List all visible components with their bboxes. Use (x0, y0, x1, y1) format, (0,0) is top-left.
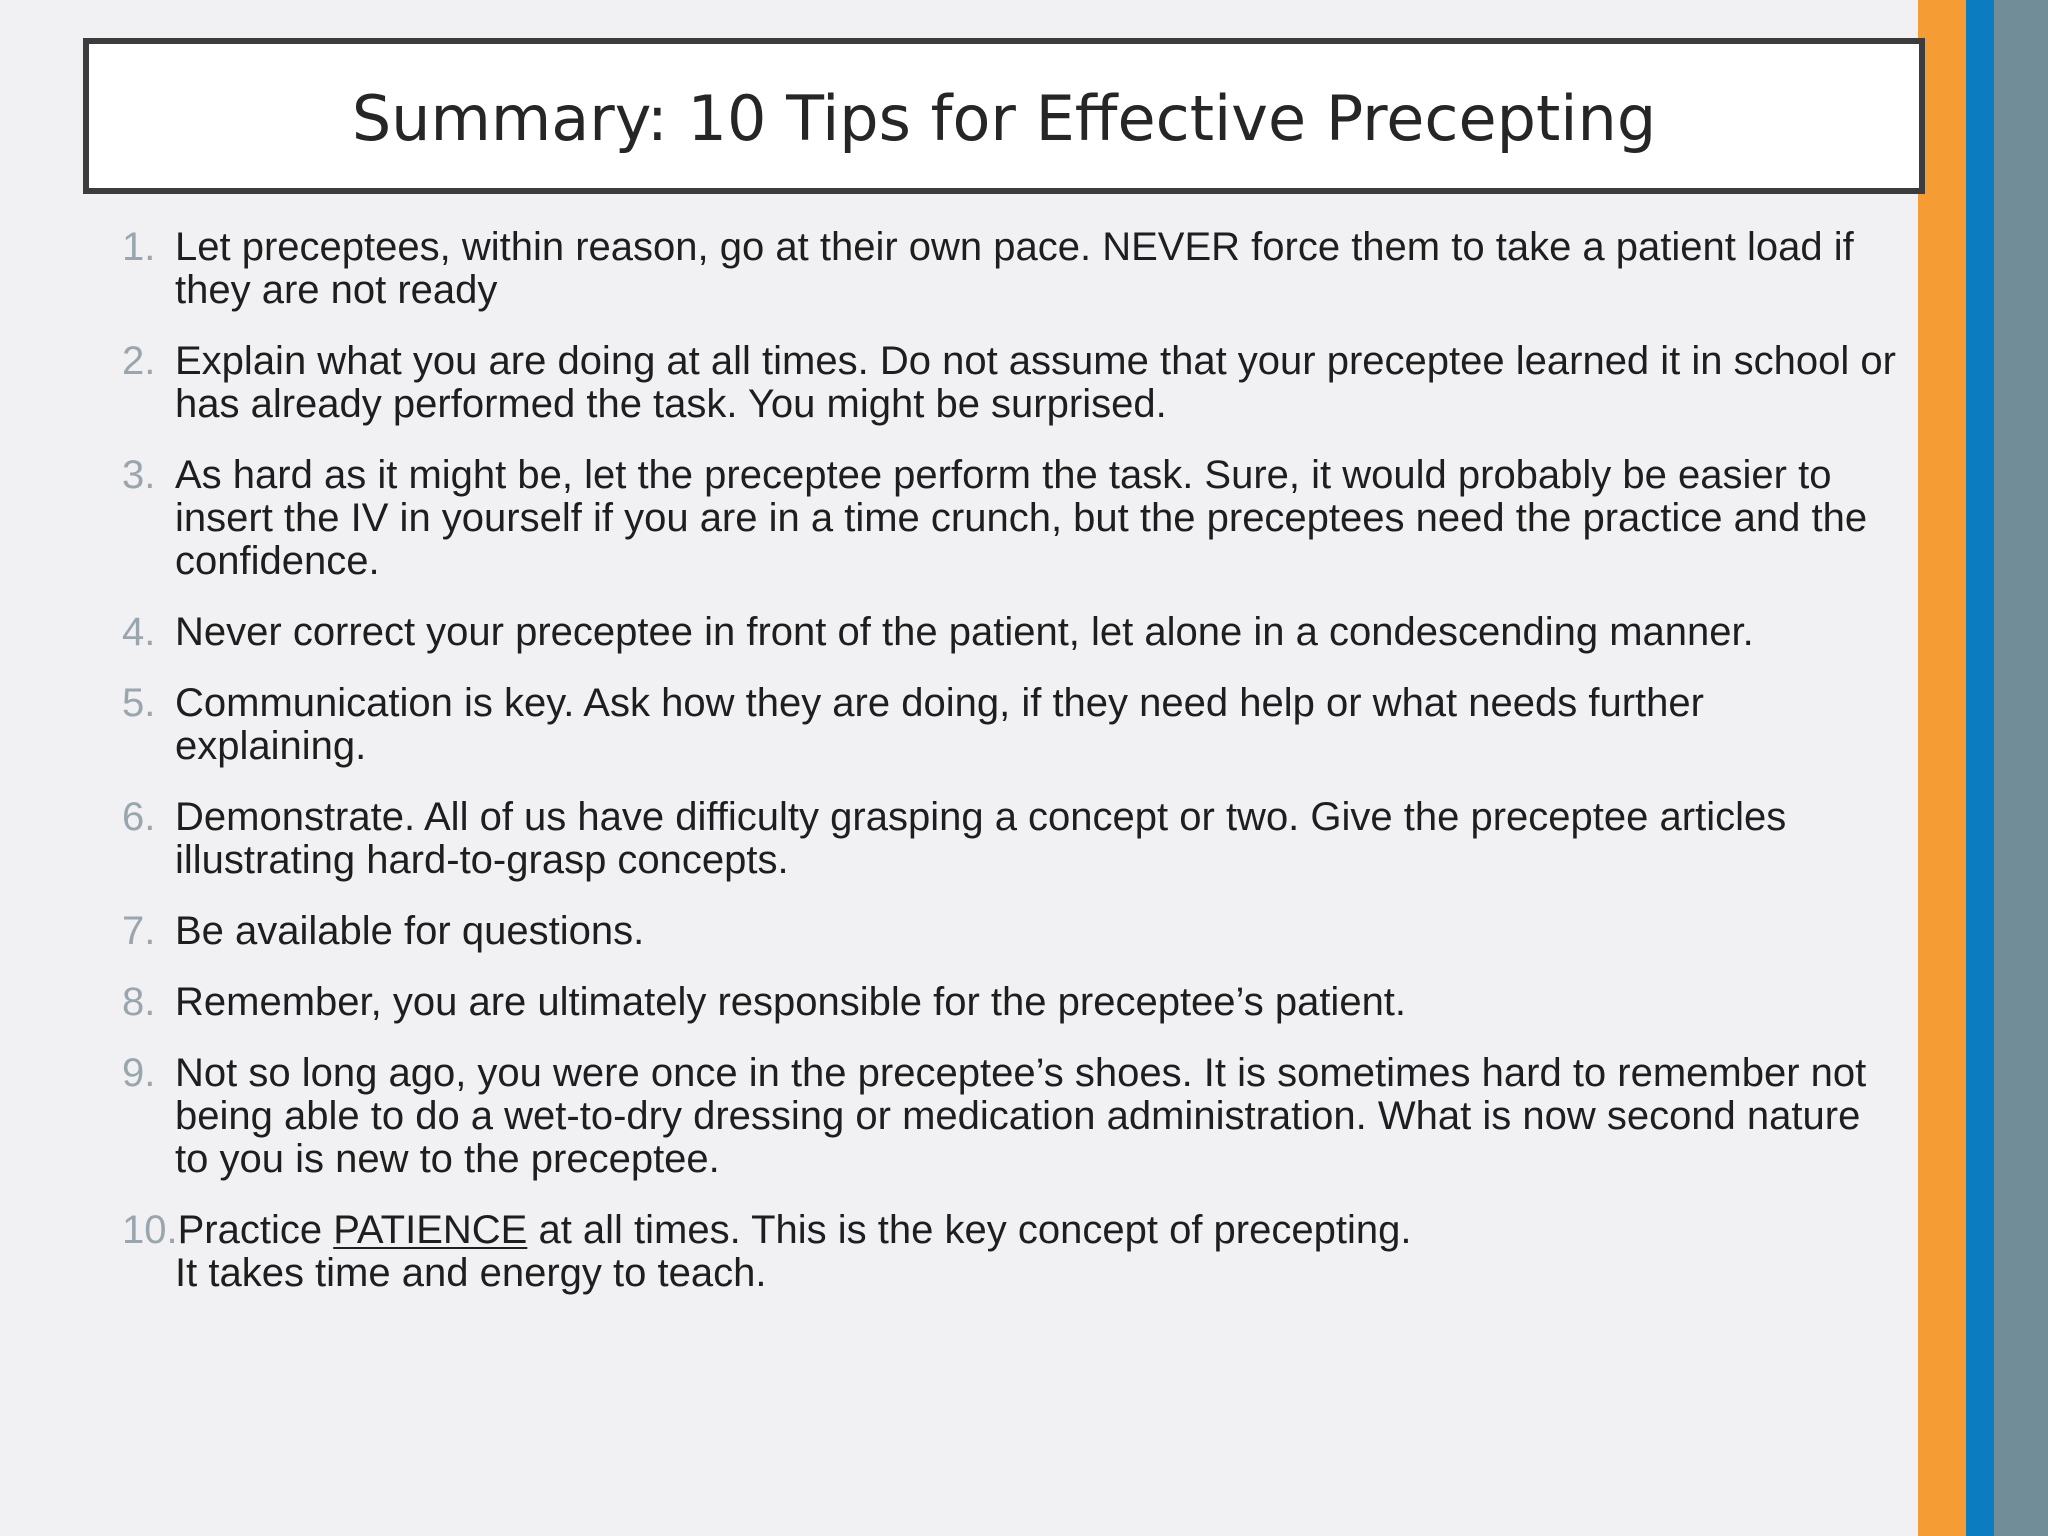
blue-accent-stripe (1966, 0, 1994, 1536)
tip-number: 6. (122, 795, 156, 839)
tip-item (122, 910, 1902, 953)
tip-number: 9. (122, 1051, 156, 1095)
tip-item (122, 1052, 1902, 1181)
tip-item (122, 1209, 1902, 1295)
tip-text: Communication is key. Ask how they are doing, if they need help or what needs further explaining. (175, 681, 1704, 768)
tip-item (122, 226, 1902, 312)
tip-first-line (122, 1209, 1902, 1252)
tip-item (122, 682, 1902, 768)
tip-second-line: It takes time and energy to teach. (175, 1251, 767, 1295)
tip-item (122, 981, 1902, 1024)
title-box (83, 38, 1925, 194)
patience-emphasis: PATIENCE (333, 1208, 528, 1252)
orange-accent-stripe (1918, 0, 1966, 1536)
tip-text: Demonstrate. All of us have difficulty grasping a concept or two. Give the preceptee articles illustrating hard-to-grasp concepts. (175, 795, 1787, 882)
tip-number: 10. (122, 1208, 178, 1252)
tip-number: 1. (122, 225, 156, 269)
tip-number: 2. (122, 339, 156, 383)
tip-number: 5. (122, 681, 156, 725)
tip-number: 4. (122, 610, 156, 654)
tip-text-suffix: at all times. This is the key concept of precepting. (527, 1208, 1412, 1252)
tip-item (122, 340, 1902, 426)
tip-text: Explain what you are doing at all times. Do not assume that your preceptee learned it in school or has already performed the task. You might be surprised. (175, 339, 1896, 426)
tip-number: 7. (122, 909, 156, 953)
tip-text: Be available for questions. (175, 909, 645, 953)
tip-text: Never correct your preceptee in front of the patient, let alone in a condescending manner. (175, 610, 1754, 654)
tip-item (122, 796, 1902, 882)
tip-text: Not so long ago, you were once in the preceptee’s shoes. It is sometimes hard to remember not being able to do a wet-to-dry dressing or medication administration. What is now second nature to you is new to the preceptee. (175, 1051, 1867, 1181)
tip-text: As hard as it might be, let the preceptee perform the task. Sure, it would probably be easier to insert the IV in yourself if you are in a time crunch, but the preceptees need the practice and the confidence. (175, 453, 1868, 583)
tip-item (122, 611, 1902, 654)
tip-number: 8. (122, 980, 156, 1024)
tip-number: 3. (122, 453, 156, 497)
tip-item (122, 454, 1902, 583)
tip-text: Let preceptees, within reason, go at their own pace. NEVER force them to take a patient load if they are not ready (175, 225, 1854, 312)
gray-accent-stripe (1994, 0, 2048, 1536)
tip-text-prefix: Practice (177, 1208, 334, 1252)
slide-title: Summary: 10 Tips for Effective Precepting (351, 81, 1657, 155)
tips-list (122, 226, 1902, 1323)
tip-text: Remember, you are ultimately responsible for the preceptee’s patient. (175, 980, 1407, 1024)
